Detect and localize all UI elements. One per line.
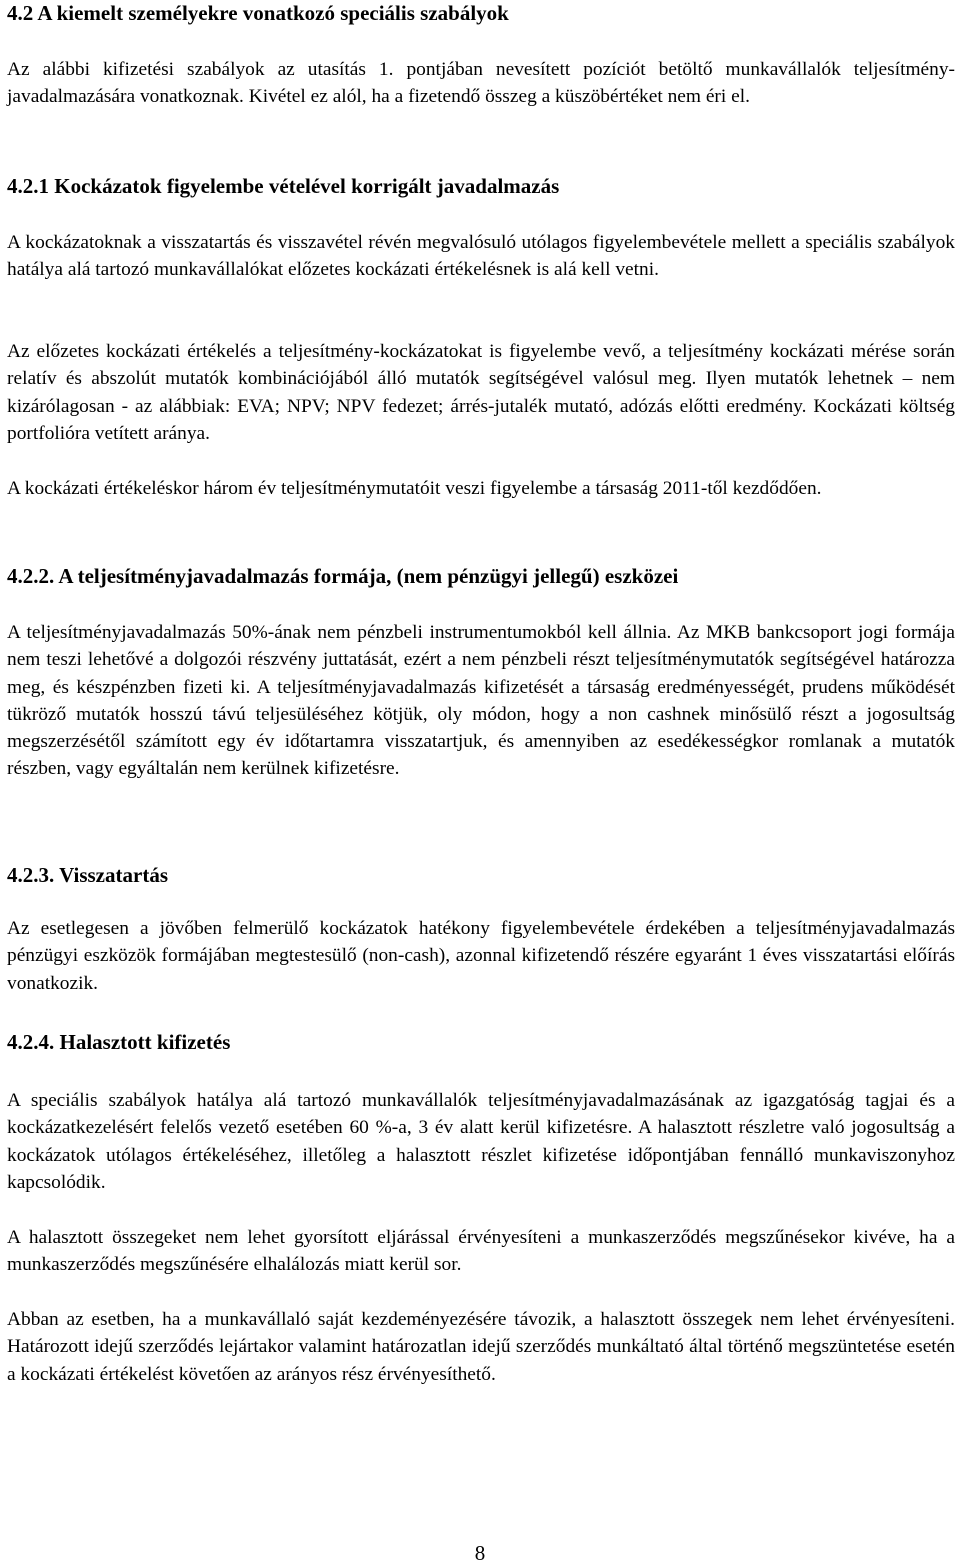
subsection-4-2-1-paragraph-3: A kockázati értékeléskor három év teljesítménymutatóit veszi figyelembe a társaság 2011-től kezdődően. xyxy=(7,478,822,499)
subsection-4-2-3-paragraph-1: Az esetlegesen a jövőben felmerülő kockázatok hatékony figyelembevétele érdekében a teljesítményjavadalmazás pénzügyi eszközök formájában megtestesülő (non-cash), azonnal kifizetendő részére egyaránt 1 éves visszatartási előírás vonatkozik. xyxy=(7,918,955,994)
subsection-4-2-2-title: 4.2.2. A teljesítményjavadalmazás formája, (nem pénzügyi jellegű) eszközei xyxy=(7,564,679,588)
subsection-4-2-2-paragraph-1: A teljesítményjavadalmazás 50%-ának nem pénzbeli instrumentumokból kell állnia. Az MKB bankcsoport jogi formája nem teszi lehetővé a dolgozói részvény juttatását, ezért a nem pénzbeli részt teljesítménymutatók segítségével határozza meg, és készpénzben fizeti ki. A teljesítményjavadalmazás kifizetését a társaság eredményességét, prudens működését tükröző mutatók hosszú távú teljesüléséhez kötjük, oly módon, hogy a non cashnek minősülő részt a jogosultság megszerzésétől számított egy év időtartamra visszatartjuk, és amennyiben az esedékességkor romlanak a mutatók részben, vagy egyáltalán nem kerülnek kifizetésre. xyxy=(7,622,955,780)
subsection-4-2-4-paragraph-2: A halasztott összegeket nem lehet gyorsított eljárással érvényesíteni a munkaszerződés megszűnésekor kivéve, ha a munkaszerződés megszűnésére elhalálozás miatt kerül sor. xyxy=(7,1227,955,1276)
subsection-4-2-4-paragraph-1: A speciális szabályok hatálya alá tartozó munkavállalók teljesítményjavadalmazásának az igazgatóság tagjai és a kockázatkezelésért felelős vezető esetében 60 %-a, 3 év alatt kerül kifizetésre. A halasztott részletre való jogosultság a kockázatok utólagos értékeléséhez, illetőleg a halasztott részlet kifizetése időpontjában fennálló munkaviszonyhoz kapcsolódik. xyxy=(7,1090,955,1193)
subsection-4-2-3-title: 4.2.3. Visszatartás xyxy=(7,863,168,887)
section-title: 4.2 A kiemelt személyekre vonatkozó speciális szabályok xyxy=(7,1,509,25)
subsection-4-2-4-title: 4.2.4. Halasztott kifizetés xyxy=(7,1030,231,1054)
subsection-4-2-1-paragraph-2: Az előzetes kockázati értékelés a teljesítmény-kockázatokat is figyelembe vevő, a teljesítmény kockázati mérése során relatív és abszolút mutatók kombinációjából álló mutatók segítségével valósul meg. Ilyen mutatók lehetnek – nem kizárólagosan - az alábbiak: EVA; NPV; NPV fedezet; árrés-jutalék mutató, adózás előtti eredmény. Kockázati költség portfolióra vetített aránya. xyxy=(7,341,955,444)
page-number: 8 xyxy=(474,1541,486,1565)
subsection-4-2-4-paragraph-3: Abban az esetben, ha a munkavállaló saját kezdeményezésére távozik, a halasztott összegek nem lehet érvényesíteni. Határozott idejű szerződés lejártakor valamint határozatlan idejű szerződés munkáltató által történő megszüntetése esetén a kockázati értékelést követően az arányos rész érvényesíthető. xyxy=(7,1309,955,1385)
subsection-4-2-1-paragraph-1: A kockázatoknak a visszatartás és visszavétel révén megvalósuló utólagos figyelembevétele mellett a speciális szabályok hatálya alá tartozó munkavállalókat előzetes kockázati értékelésnek is alá kell vetni. xyxy=(7,232,955,281)
section-intro-paragraph: Az alábbi kifizetési szabályok az utasítás 1. pontjában nevesített pozíciót betöltő munkavállalók teljesítmény-javadalmazására vonatkoznak. Kivétel ez alól, ha a fizetendő összeg a küszöbértéket nem éri el. xyxy=(7,59,955,108)
subsection-4-2-1-title: 4.2.1 Kockázatok figyelembe vételével korrigált javadalmazás xyxy=(7,174,560,198)
